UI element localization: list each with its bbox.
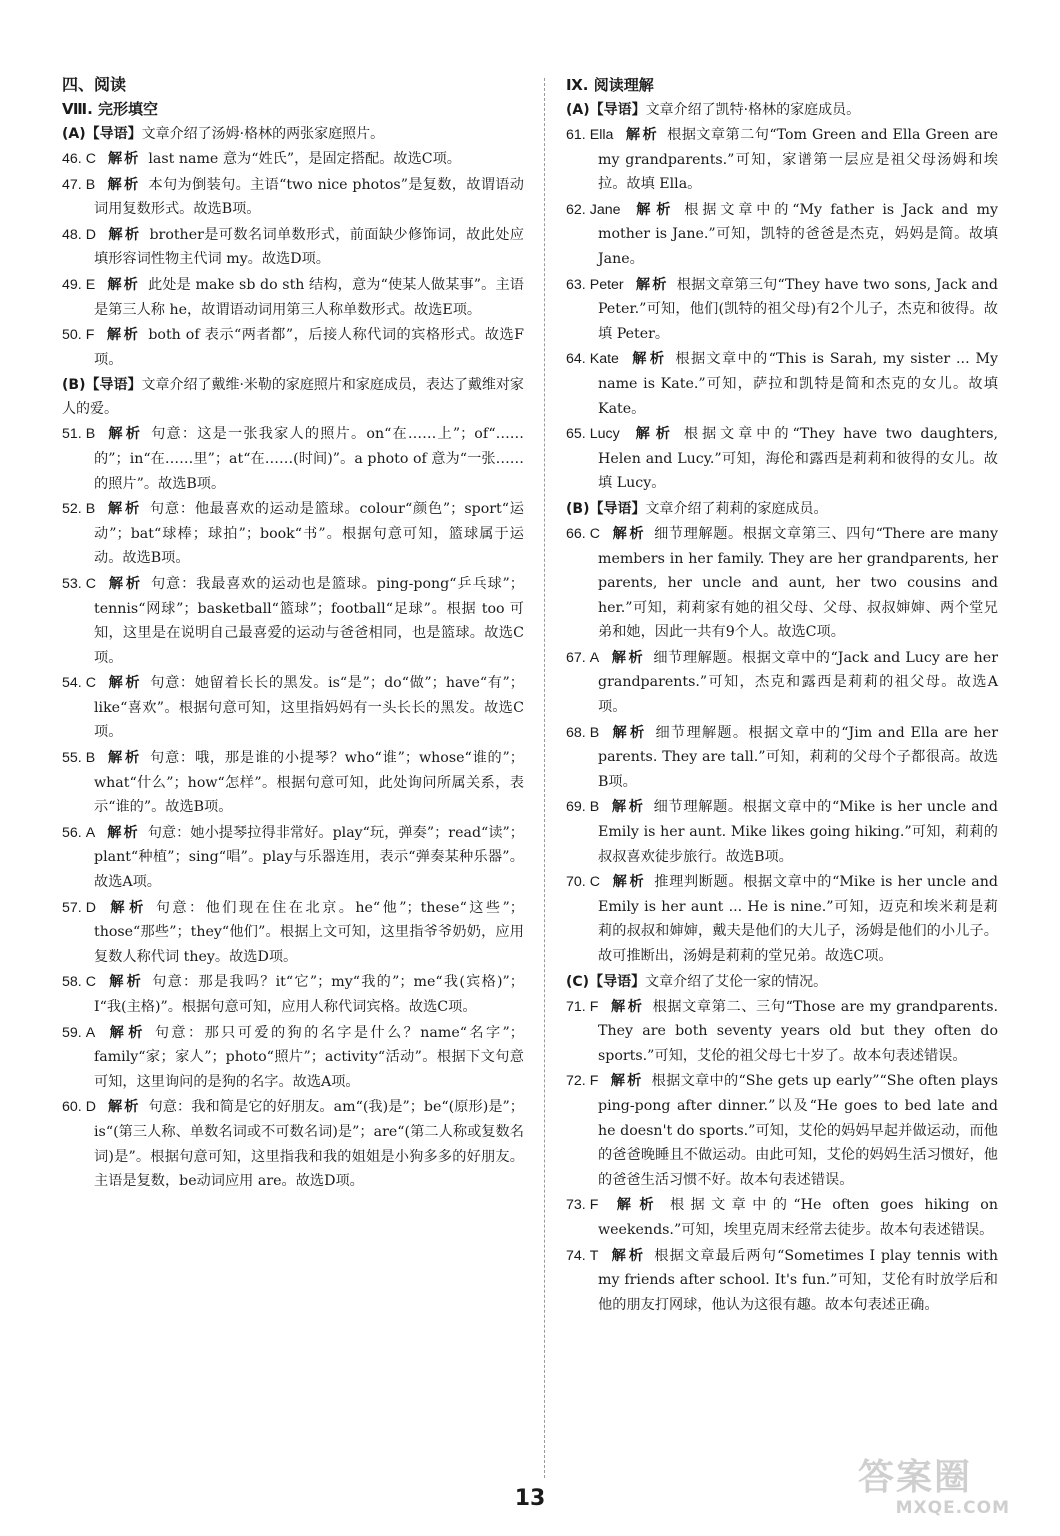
item-explanation: 根据文章中的“They have two daughters, Helen and Lucy.”可知，海伦和露西是莉莉和彼得的女儿。故填 Lucy。	[598, 426, 998, 492]
item-number: 46.	[62, 151, 82, 167]
item-answer: Lucy	[589, 426, 620, 443]
answer-item	[62, 223, 524, 272]
item-answer: D	[85, 899, 96, 916]
analysis-label: 解析	[610, 1073, 644, 1090]
item-number: 68.	[566, 724, 586, 741]
item-explanation: 句意：这是一张我家人的照片。on“在……上”；of“……的”；in“在……里”；at“在……(时间)”。a photo of 意为“一张……的照片”。故选B项。	[94, 426, 524, 492]
item-number: 50.	[62, 327, 82, 344]
item-answer: Kate	[589, 351, 619, 368]
analysis-label: 解析	[632, 201, 677, 218]
item-answer: F	[85, 327, 95, 344]
answer-item	[62, 821, 524, 895]
cloze-b-items	[62, 422, 524, 1193]
item-answer: B	[85, 501, 96, 518]
item-explanation: 根据文章第三句“They have two sons, Jack and Peter.”可知，他们(凯特的祖父母)有2个儿子，杰克和彼得。故填 Peter。	[598, 276, 998, 342]
item-answer: C	[589, 874, 600, 891]
item-explanation: 句意：她小提琴拉得非常好。play“玩，弹奏”；read“读”；plant“种植”；sing“唱”。play与乐器连用，表示“弹奏某种乐器”。故选A项。	[94, 824, 524, 891]
analysis-label: 解析	[631, 426, 676, 443]
analysis-label: 解析	[107, 899, 148, 916]
analysis-label: 解析	[610, 1247, 647, 1264]
item-explanation: 句意：我和简是它的好朋友。am“(我)是”；be“(原形)是”；is“(第三人称、单数名词或不可数名词)是”；are“(第二人称或复数名词)是”。根据句意可知，这里指我和我的姐姐是小狗多多的好朋友。主语是复数，be动词应用 are。故选D项。	[94, 1099, 524, 1190]
section-title-comprehension: Ⅸ. 阅读理解	[566, 76, 654, 94]
answer-item	[62, 896, 524, 970]
item-explanation: 细节理解题。根据文章中的“Jack and Lucy are her grandparents.”可知，杰克和露西是莉莉的祖父母。故选A项。	[598, 649, 998, 716]
item-answer: B	[589, 724, 600, 741]
item-explanation: 根据文章第二、三句“Those are my grandparents. They are both seventy years old but they often do sports.”可知，艾伦的祖父母七十岁了。故本句表述错误。	[598, 998, 998, 1064]
guide-text: 文章介绍了莉莉的家庭成员。	[645, 500, 828, 517]
item-number: 56.	[62, 824, 82, 841]
item-explanation: 句意：他们现在住在北京。he“他”；these“这些”；those“那些”；they“他们”。根据上文可知，这里指爷爷奶奶，应用复数人称代词 they。故选D项。	[94, 899, 524, 965]
item-number: 48.	[62, 226, 82, 243]
item-answer: E	[85, 276, 96, 293]
item-number: 61.	[566, 127, 586, 143]
analysis-label: 解析	[107, 750, 142, 767]
item-answer: A	[85, 1024, 96, 1041]
item-number: 65.	[566, 426, 586, 443]
item-explanation: 此处是 make sb do sth 结构，意为“使某人做某事”。主语是第三人称 he，故谓语动词用第三人称单数形式。故选E项。	[94, 276, 524, 318]
answer-item	[566, 1244, 998, 1318]
analysis-label: 解析	[635, 276, 669, 293]
answer-item	[566, 795, 998, 869]
guide-tag: (C)【导语】	[566, 973, 646, 990]
item-explanation: 细节理解题。根据文章中的“Mike is her uncle and Emily is her aunt. Mike likes going hiking.”可知，莉莉的叔叔喜欢徒步旅行。故选B项。	[598, 799, 998, 865]
item-number: 60.	[62, 1099, 82, 1116]
analysis-label: 解析	[611, 525, 647, 542]
item-number: 47.	[62, 176, 82, 193]
guide-text: 文章介绍了汤姆·格林的两张家庭照片。	[141, 126, 385, 142]
item-number: 63.	[566, 276, 586, 293]
page-number: 13	[514, 1486, 546, 1511]
analysis-label: 解析	[107, 426, 144, 443]
item-number: 49.	[62, 276, 82, 293]
item-explanation: 根据文章中的“He often goes hiking on weekends.”可知，埃里克周末经常去徒步。故本句表述错误。	[598, 1197, 998, 1238]
analysis-label: 解析	[107, 151, 141, 167]
answer-item	[62, 323, 524, 372]
item-number: 67.	[566, 649, 586, 666]
item-number: 55.	[62, 750, 82, 767]
answer-item	[566, 995, 998, 1069]
analysis-label: 解析	[107, 501, 142, 518]
comprehension-a-items	[566, 123, 998, 496]
answer-item	[62, 1095, 524, 1193]
item-number: 58.	[62, 974, 82, 991]
analysis-label: 解析	[611, 799, 646, 816]
answer-item	[62, 173, 524, 222]
item-explanation: 句意：哦，那是谁的小提琴？who“谁”；whose“谁的”；what“什么”；how“怎样”。根据句意可知，此处询问所属关系，表示“谁的”。故选B项。	[94, 750, 524, 816]
guide-b	[62, 373, 524, 421]
answer-item	[62, 422, 524, 496]
item-number: 64.	[566, 351, 586, 368]
watermark-logo	[858, 1458, 1018, 1528]
analysis-label: 解析	[610, 1197, 662, 1214]
item-answer: C	[85, 675, 96, 692]
cloze-a-items	[62, 147, 524, 372]
item-answer: T	[589, 1247, 599, 1264]
answer-item	[566, 347, 998, 421]
comprehension-b-items	[566, 522, 998, 969]
item-explanation: 句意：她留着长长的黑发。is“是”；do“做”；have“有”；like“喜欢”。根据句意可知，这里指妈妈有一头长长的黑发。故选C项。	[94, 675, 524, 741]
analysis-label: 解析	[611, 649, 646, 666]
guide-tag: (A)【导语】	[62, 126, 142, 142]
answer-item	[566, 721, 998, 795]
item-explanation: 句意：我最喜欢的运动也是篮球。ping-pong“乒乓球”；tennis“网球”；basketball“篮球”；football“足球”。根据 too 可知，这里是在说明自己最喜爱的运动与爸爸相同，也是篮球。故选C项。	[94, 575, 524, 666]
answer-item	[566, 198, 998, 272]
analysis-label: 解析	[625, 127, 660, 143]
item-number: 57.	[62, 899, 82, 916]
guide-text: 文章介绍了戴维·米勒的家庭照片和家庭成员，表达了戴维对家人的爱。	[62, 377, 524, 418]
item-explanation: 句意：那只可爱的狗的名字是什么？name“名字”；family“家；家人”；photo“照片”；activity“活动”。根据下文句意可知，这里询问的是狗的名字。故选A项。	[94, 1024, 524, 1090]
answer-item	[62, 572, 524, 670]
item-explanation: 根据文章中的“My father is Jack and my mother is Jane.”可知，凯特的爸爸是杰克，妈妈是简。故填 Jane。	[598, 201, 998, 267]
item-number: 73.	[566, 1197, 586, 1214]
item-answer: D	[85, 226, 96, 243]
item-number: 71.	[566, 998, 586, 1015]
guide-b	[566, 497, 998, 521]
item-explanation: 句意：他最喜欢的运动是篮球。colour“颜色”；sport“运动”；bat“球棒；球拍”；book“书”。根据句意可知，篮球属于运动。故选B项。	[94, 501, 524, 567]
item-number: 62.	[566, 201, 586, 218]
answer-item	[566, 1193, 998, 1242]
guide-tag: (B)【导语】	[62, 377, 142, 394]
watermark-text: 答案圈	[858, 1457, 973, 1498]
analysis-label: 解析	[106, 327, 141, 344]
item-answer: A	[85, 824, 96, 841]
item-number: 53.	[62, 575, 82, 592]
answer-item	[566, 273, 998, 347]
answer-item	[62, 497, 524, 571]
answer-item	[62, 273, 524, 322]
item-answer: D	[85, 1099, 96, 1116]
item-number: 66.	[566, 525, 586, 542]
item-answer: C	[85, 974, 96, 991]
item-number: 70.	[566, 874, 586, 891]
answer-item	[62, 671, 524, 745]
item-explanation: both of 表示“两者都”，后接人称代词的宾格形式。故选F项。	[94, 327, 524, 368]
answer-item	[566, 646, 998, 720]
item-number: 59.	[62, 1024, 82, 1041]
item-answer: C	[85, 575, 96, 592]
item-number: 69.	[566, 799, 586, 816]
analysis-label: 解析	[107, 675, 143, 692]
item-answer: B	[85, 426, 96, 443]
analysis-label: 解析	[610, 998, 645, 1015]
answer-item	[566, 422, 998, 496]
guide-tag: (B)【导语】	[566, 500, 646, 517]
item-explanation: 本句为倒装句。主语“two nice photos”是复数，故谓语动词用复数形式。故选B项。	[94, 176, 524, 218]
item-explanation: 细节理解题。根据文章中的“Jim and Ella are her parents. They are tall.”可知，莉莉的父母个子都很高。故选B项。	[598, 724, 998, 790]
guide-text: 文章介绍了艾伦一家的情况。	[645, 973, 828, 990]
item-answer: F	[589, 1197, 599, 1214]
section-title-reading: 四、阅读	[62, 75, 127, 94]
guide-text: 文章介绍了凯特·格林的家庭成员。	[645, 102, 861, 118]
item-number: 54.	[62, 675, 82, 692]
item-explanation: 根据文章中的“This is Sarah, my sister ... My name is Kate.”可知，萨拉和凯特是简和杰克的女儿。故填 Kate。	[598, 351, 998, 417]
item-explanation: last name 意为“姓氏”，是固定搭配。故选C项。	[148, 151, 461, 167]
answer-item	[62, 1021, 524, 1095]
item-answer: F	[589, 1073, 599, 1090]
item-answer: Jane	[589, 201, 621, 218]
analysis-label: 解析	[630, 351, 668, 368]
subsection-cloze: Ⅷ. 完形填空	[62, 100, 159, 118]
column-divider	[544, 78, 545, 1478]
answer-item	[566, 1069, 998, 1192]
analysis-label: 解析	[107, 276, 140, 293]
analysis-label: 解析	[107, 226, 142, 243]
item-answer: Peter	[589, 276, 624, 293]
item-number: 74.	[566, 1247, 586, 1264]
item-answer: B	[85, 176, 96, 193]
analysis-label: 解析	[107, 1099, 141, 1116]
item-number: 72.	[566, 1073, 586, 1090]
answer-item	[566, 522, 998, 645]
item-explanation: 根据文章最后两句“Sometimes I play tennis with my friends after school. It's fun.”可知，艾伦有时放学后和他的朋友打网球，他认为这很有趣。故本句表述正确。	[598, 1247, 998, 1313]
analysis-label: 解析	[107, 824, 140, 841]
answer-item	[62, 970, 524, 1019]
analysis-label: 解析	[611, 874, 647, 891]
item-number: 51.	[62, 426, 82, 443]
item-explanation: 根据文章第二句“Tom Green and Ella Green are my grandparents.”可知，家谱第一层应是祖父母汤姆和埃拉。故填 Ella。	[598, 127, 998, 193]
answer-item	[62, 147, 524, 172]
answer-item	[62, 746, 524, 820]
item-answer: F	[589, 998, 599, 1015]
item-explanation: 推理判断题。根据文章中的“Mike is her uncle and Emily is her aunt ... He is nine.”可知，迈克和埃米莉是莉莉的叔叔和婶婶，戴夫是他们的大儿子，汤姆是他们的小儿子。故可推断出，汤姆是莉莉的堂兄弟。故选C项。	[598, 874, 998, 964]
item-number: 52.	[62, 501, 82, 518]
guide-c	[566, 970, 998, 994]
answer-item	[566, 123, 998, 197]
right-column	[566, 74, 998, 1318]
item-answer: C	[85, 151, 96, 167]
analysis-label: 解析	[611, 724, 648, 741]
item-answer: B	[589, 799, 600, 816]
guide-a	[566, 98, 998, 122]
item-answer: A	[589, 649, 600, 666]
item-explanation: 细节理解题。根据文章第三、四句“There are many members in her family. They are her grandparents, her parents, her uncle and aunt, her two cousins and her.”可知，莉莉家有她的祖父母、父母、叔叔婶婶、两个堂兄弟和她，因此一共有9个人。故选C项。	[598, 525, 998, 641]
guide-a	[62, 122, 524, 146]
analysis-label: 解析	[107, 176, 141, 193]
item-explanation: 句意：那是我吗？it“它”；my“我的”；me“我(宾格)”；I“我(主格)”。根据句意可知，应用人称代词宾格。故选C项。	[94, 974, 524, 1015]
comprehension-c-items	[566, 995, 998, 1318]
guide-tag: (A)【导语】	[566, 102, 646, 118]
item-answer: Ella	[589, 127, 614, 143]
analysis-label: 解析	[107, 575, 143, 592]
item-answer: B	[85, 750, 96, 767]
analysis-label: 解析	[107, 1024, 147, 1041]
analysis-label: 解析	[107, 974, 145, 991]
item-explanation: brother是可数名词单数形式，前面缺少修饰词，故此处应填形容词性物主代词 my。故选D项。	[94, 226, 524, 268]
item-answer: C	[589, 525, 600, 542]
answer-item	[566, 870, 998, 968]
left-column	[62, 74, 524, 1195]
watermark-url: MXQE.COM	[895, 1498, 1010, 1518]
item-explanation: 根据文章中的“She gets up early”“She often plays ping-pong after dinner.”以及“He goes to bed late and he doesn't do sports.”可知，艾伦的妈妈早起并做运动，而他的爸爸晚睡且不做运动。由此可知，艾伦的妈妈生活习惯好，他的爸爸生活习惯不好。故本句表述错误。	[598, 1073, 998, 1188]
